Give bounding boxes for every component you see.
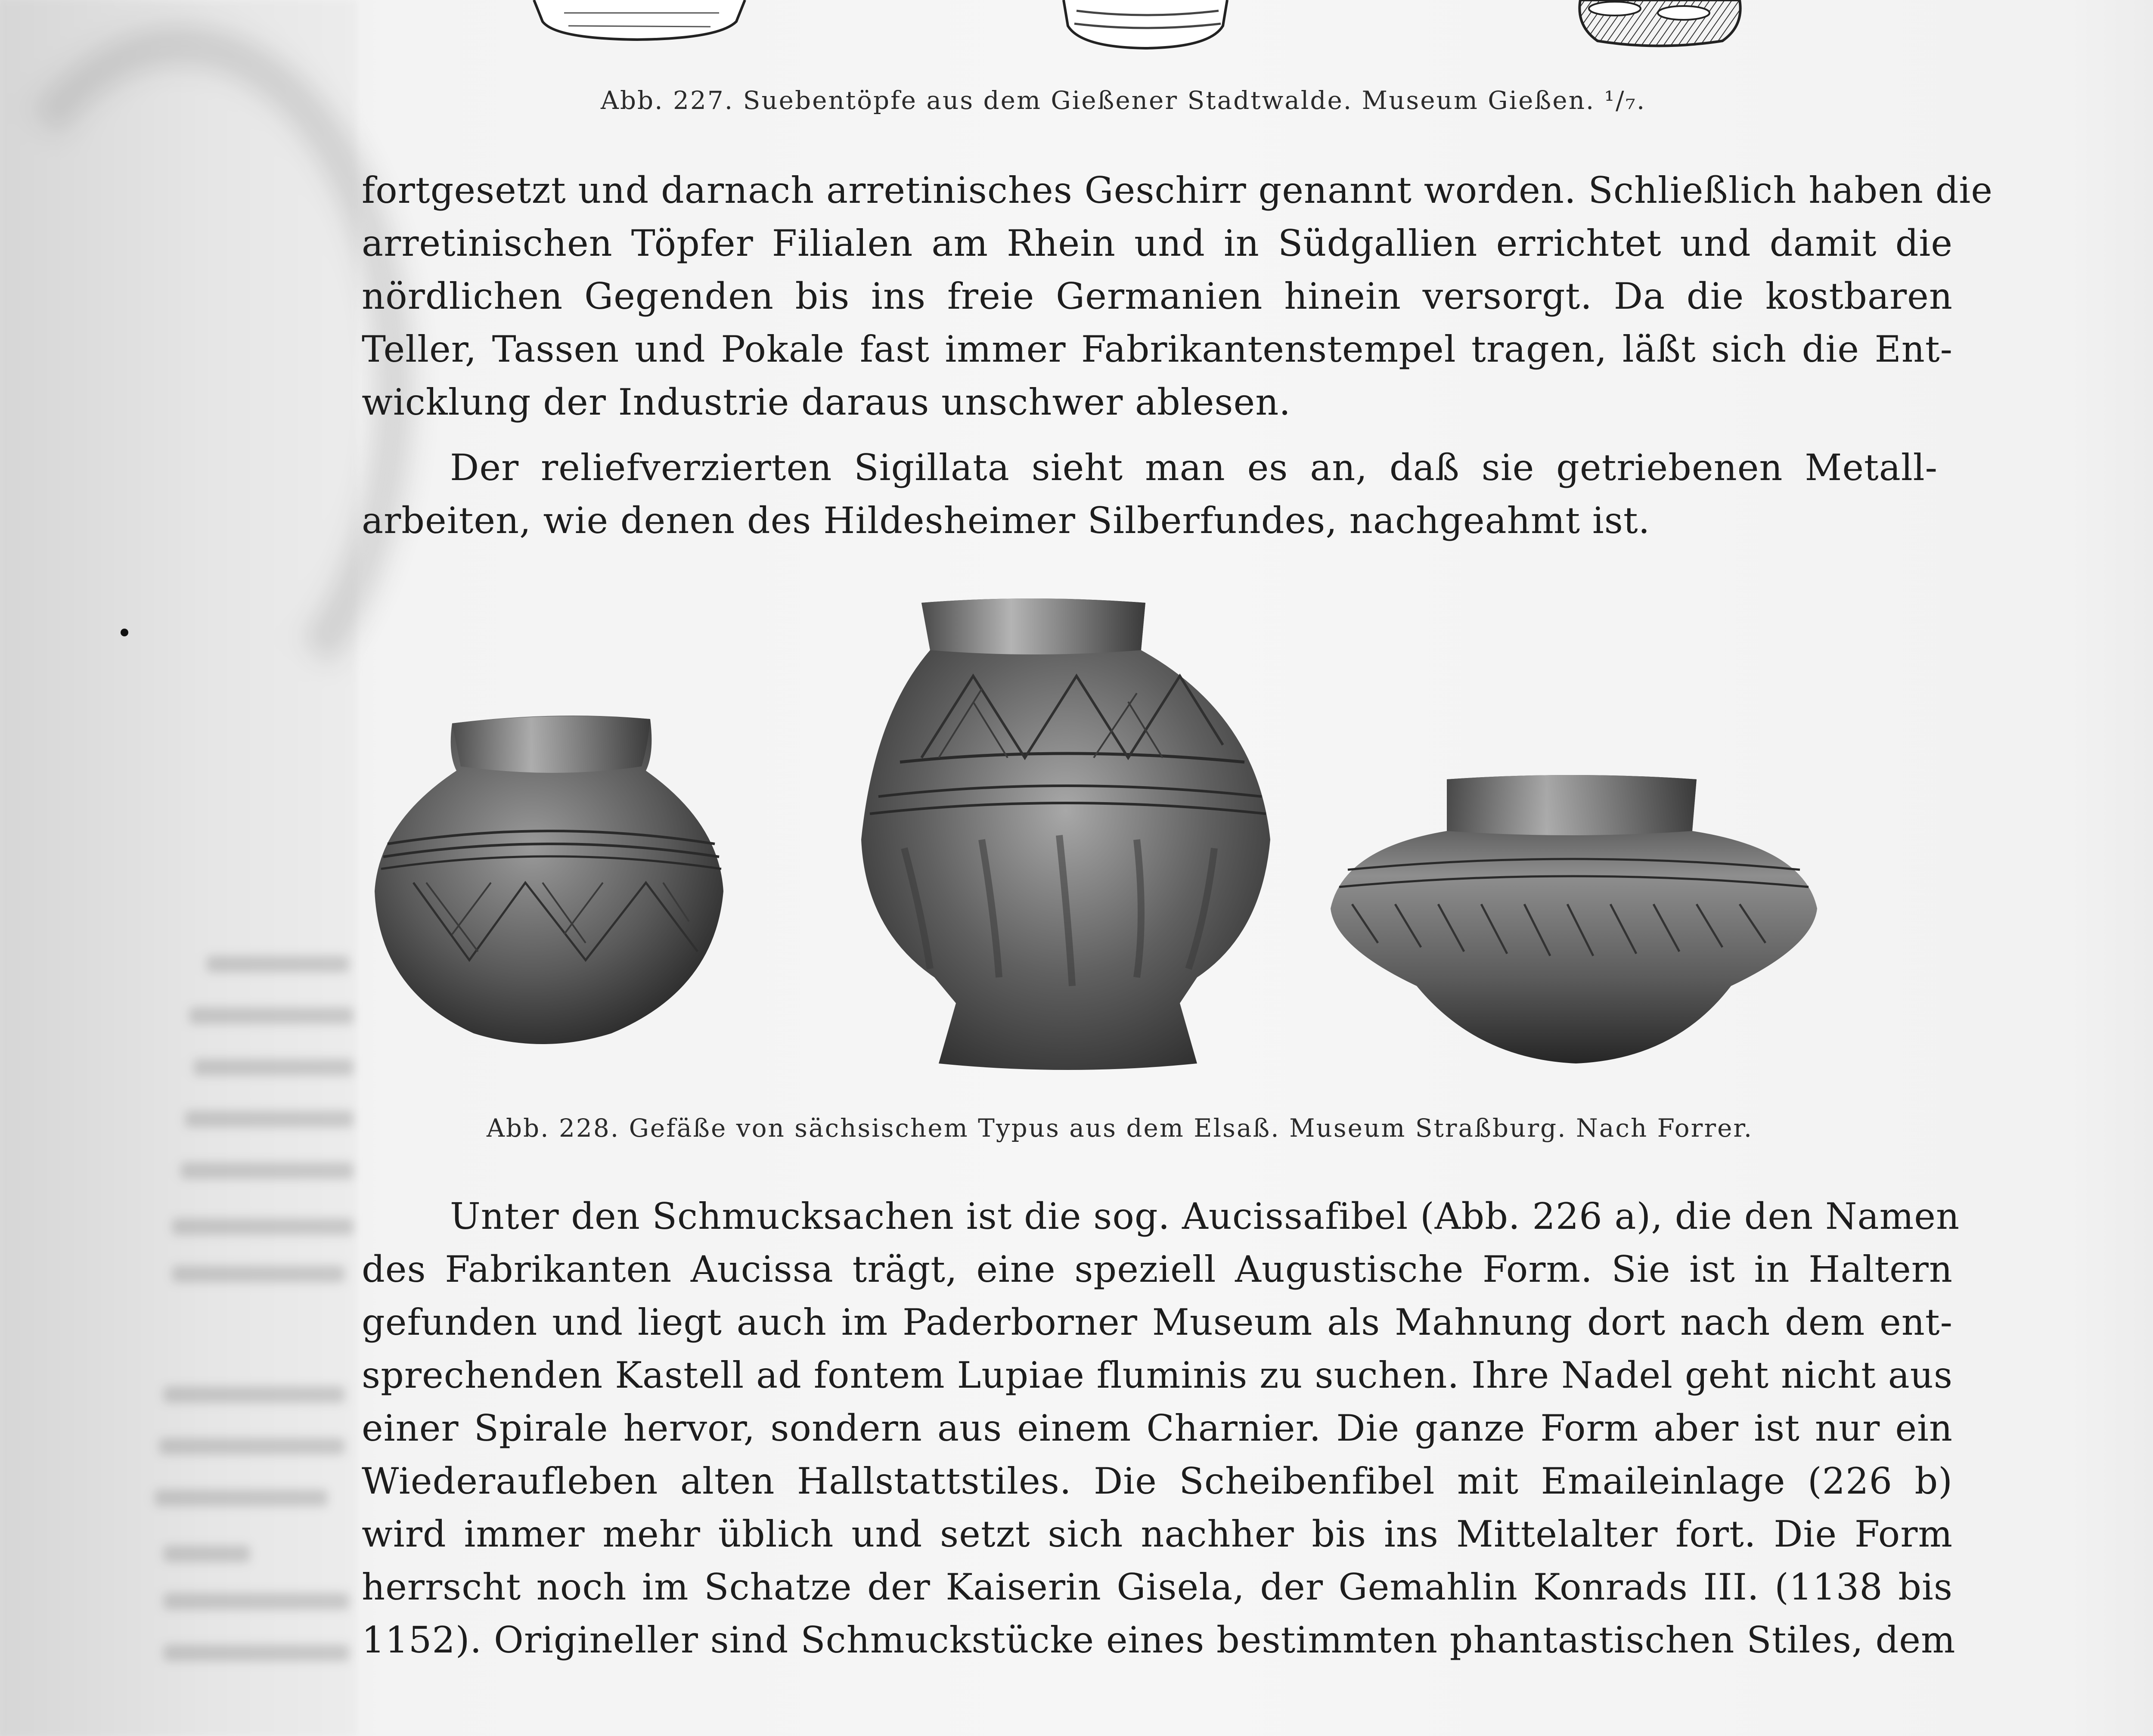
- paragraph-3-line: Unter den Schmucksachen ist die sog. Aucissafibel (Abb. 226 a), die den Namen: [450, 1195, 1960, 1237]
- vessel-right: [1331, 775, 1817, 1063]
- paragraph-3-line: herrscht noch im Schatze der Kaiserin Gisela, der Gemahlin Konrads III. (1138 bis: [362, 1566, 1953, 1608]
- ghost-text-line: [189, 1008, 353, 1024]
- figure-227-pot-bases: [495, 0, 1809, 60]
- paragraph-3-line: wird immer mehr üblich und setzt sich nachher bis ins Mittelalter fort. Die Form: [362, 1513, 1953, 1555]
- vessel-left: [375, 716, 723, 1044]
- ghost-text-line: [172, 1266, 344, 1282]
- ghost-text-line: [164, 1645, 349, 1661]
- figure-228-caption: Abb. 228. Gefäße von sächsischem Typus aus dem Elsaß. Museum Straßburg. Nach Forrer.: [487, 1113, 1753, 1143]
- paragraph-2-line: arbeiten, wie denen des Hildesheimer Silberfundes, nachgeahmt ist.: [362, 499, 1650, 542]
- paragraph-3-line: einer Spirale hervor, sondern aus einem Charnier. Die ganze Form aber ist nur ein: [362, 1407, 1953, 1449]
- paragraph-3-line: des Fabrikanten Aucissa trägt, eine speziell Augustische Form. Sie ist in Haltern: [362, 1248, 1953, 1290]
- paragraph-3-line: sprechenden Kastell ad fontem Lupiae fluminis zu suchen. Ihre Nadel geht nicht aus: [362, 1354, 1953, 1396]
- pot-base-left: [534, 0, 745, 40]
- vessel-middle: [861, 598, 1270, 1070]
- paragraph-3-line: 1152). Origineller sind Schmuckstücke eines bestimmten phantastischen Stiles, dem: [362, 1619, 1956, 1661]
- paragraph-1-line: arretinischen Töpfer Filialen am Rhein und in Südgallien errichtet und damit die: [362, 222, 1953, 264]
- blurred-facing-page: [0, 0, 357, 1736]
- dust-speck: [121, 629, 128, 636]
- ghost-text-line: [164, 1593, 349, 1609]
- paragraph-1-line: nördlichen Gegenden bis ins freie Germanien hinein versorgt. Da die kostbaren: [362, 275, 1953, 317]
- ghost-text-line: [207, 956, 349, 972]
- ghost-text-line: [185, 1111, 353, 1127]
- paragraph-3-line: Wiederaufleben alten Hallstattstiles. Die Scheibenfibel mit Emaileinlage (226 b): [362, 1460, 1953, 1502]
- figure-228-vessels: [362, 590, 1955, 1089]
- paragraph-3-line: gefunden und liegt auch im Paderborner Museum als Mahnung dort nach dem ent-: [362, 1301, 1953, 1343]
- paragraph-1-line: fortgesetzt und darnach arretinisches Geschirr genannt worden. Schließlich haben die: [362, 169, 1993, 211]
- ghost-text-line: [194, 1059, 353, 1076]
- ghost-text-line: [172, 1218, 353, 1235]
- paragraph-1-line: wicklung der Industrie daraus unschwer ablesen.: [362, 381, 1291, 423]
- paragraph-1-line: Teller, Tassen und Pokale fast immer Fabrikantenstempel tragen, läßt sich die Ent-: [362, 328, 1953, 370]
- figure-227-caption: Abb. 227. Suebentöpfe aus dem Gießener Stadtwalde. Museum Gießen. ¹/₇.: [601, 86, 1646, 115]
- ghost-text-line: [181, 1162, 353, 1179]
- page-curl-shadow: [0, 26, 413, 749]
- paragraph-2-line: Der reliefverzierten Sigillata sieht man es an, daß sie getriebenen Metall-: [450, 446, 1938, 489]
- ghost-text-line: [159, 1438, 344, 1454]
- ghost-text-line: [164, 1386, 344, 1403]
- ghost-text-line: [155, 1490, 327, 1506]
- ghost-text-line: [164, 1546, 250, 1562]
